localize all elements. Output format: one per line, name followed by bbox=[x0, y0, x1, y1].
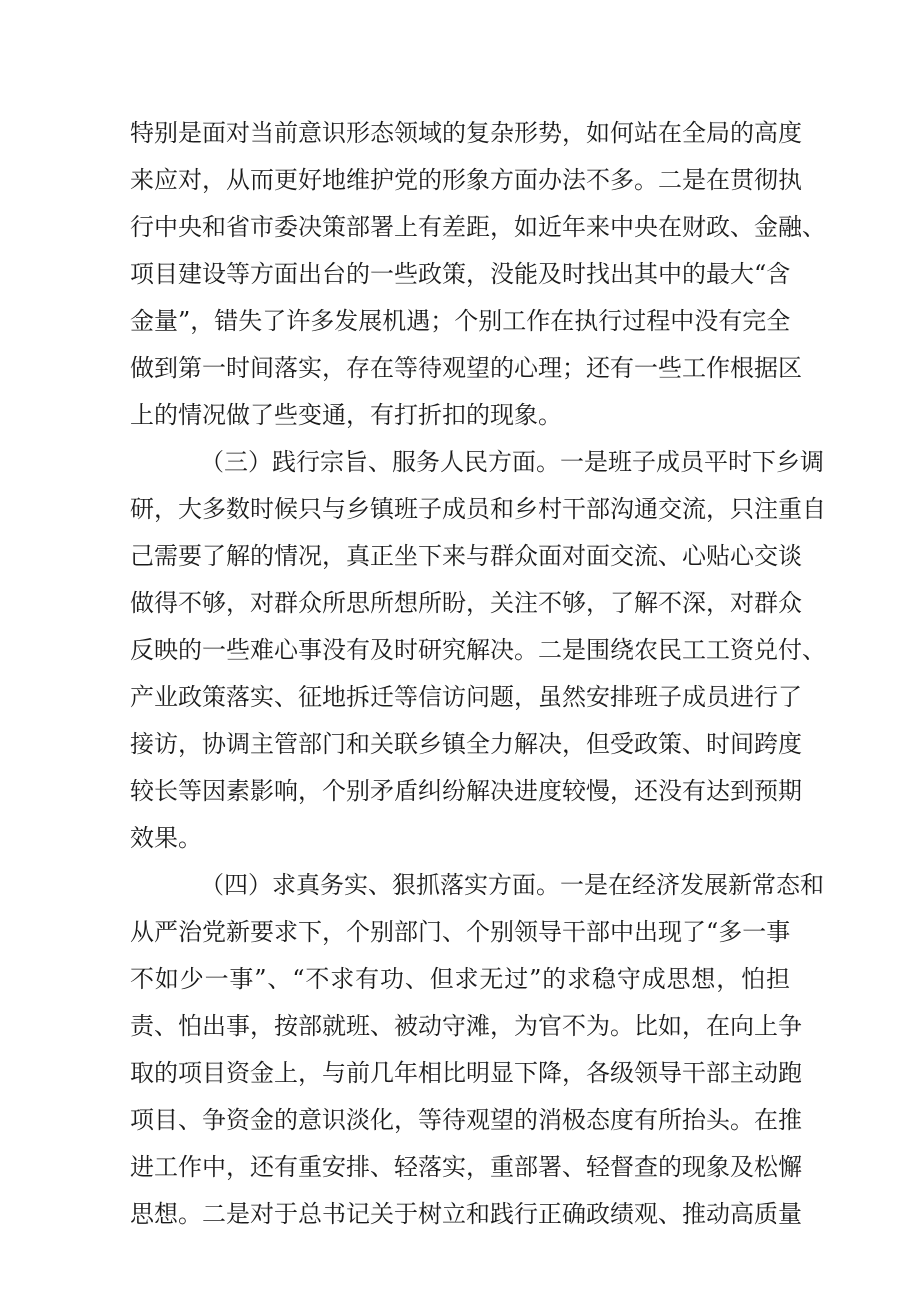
text-line: 来应对，从而更好地维护党的形象方面办法不多。二是在贯彻执 bbox=[130, 166, 802, 194]
text-line: 不如少一事”、“不求有功、但求无过”的求稳守成思想，怕担 bbox=[130, 965, 790, 993]
text-line: 进工作中，还有重安排、轻落实，重部署、轻督查的现象及松懈 bbox=[130, 1153, 802, 1181]
body-text bbox=[130, 110, 826, 1238]
text-line: 研，大多数时候只与乡镇班子成员和乡村干部沟通交流，只注重自 bbox=[130, 495, 826, 523]
text-line: 做到第一时间落实，存在等待观望的心理；还有一些工作根据区 bbox=[130, 354, 802, 382]
section-heading-line: （三）践行宗旨、服务人民方面。一是班子成员平时下乡调 bbox=[200, 448, 824, 476]
text-line: 特别是面对当前意识形态领域的复杂形势，如何站在全局的高度 bbox=[130, 119, 802, 147]
text-line: 做得不够，对群众所思所想所盼，关注不够，了解不深，对群众 bbox=[130, 589, 802, 617]
section-heading-line: （四）求真务实、狠抓落实方面。一是在经济发展新常态和 bbox=[200, 871, 824, 899]
paragraph-continuation bbox=[130, 110, 826, 439]
text-line: 金量”，错失了许多发展机遇；个别工作在执行过程中没有完全 bbox=[130, 307, 791, 335]
text-line: 项目、争资金的意识淡化，等待观望的消极态度有所抬头。在推 bbox=[130, 1106, 802, 1134]
text-line: 反映的一些难心事没有及时研究解决。二是围绕农民工工资兑付、 bbox=[130, 636, 826, 664]
text-line: 产业政策落实、征地拆迁等信访问题，虽然安排班子成员进行了 bbox=[130, 683, 802, 711]
text-line: 责、怕出事，按部就班、被动守滩，为官不为。比如，在向上争 bbox=[130, 1012, 802, 1040]
text-line: 效果。 bbox=[130, 824, 202, 852]
text-line: 较长等因素影响，个别矛盾纠纷解决进度较慢，还没有达到预期 bbox=[130, 777, 802, 805]
text-line: 上的情况做了些变通，有打折扣的现象。 bbox=[130, 401, 562, 429]
text-line: 接访，协调主管部门和关联乡镇全力解决，但受政策、时间跨度 bbox=[130, 730, 802, 758]
paragraph-section-3 bbox=[130, 439, 826, 862]
text-line: 项目建设等方面出台的一些政策，没能及时找出其中的最大“含 bbox=[130, 260, 791, 288]
paragraph-section-4 bbox=[130, 862, 824, 1238]
text-line: 从严治党新要求下，个别部门、个别领导干部中出现了“多一事 bbox=[130, 918, 791, 946]
text-line: 取的项目资金上，与前几年相比明显下降，各级领导干部主动跑 bbox=[130, 1059, 802, 1087]
text-line: 行中央和省市委决策部署上有差距，如近年来中央在财政、金融、 bbox=[130, 213, 826, 241]
text-line: 思想。二是对于总书记关于树立和践行正确政绩观、推动高质量 bbox=[130, 1200, 802, 1228]
text-line: 己需要了解的情况，真正坐下来与群众面对面交流、心贴心交谈 bbox=[130, 542, 802, 570]
